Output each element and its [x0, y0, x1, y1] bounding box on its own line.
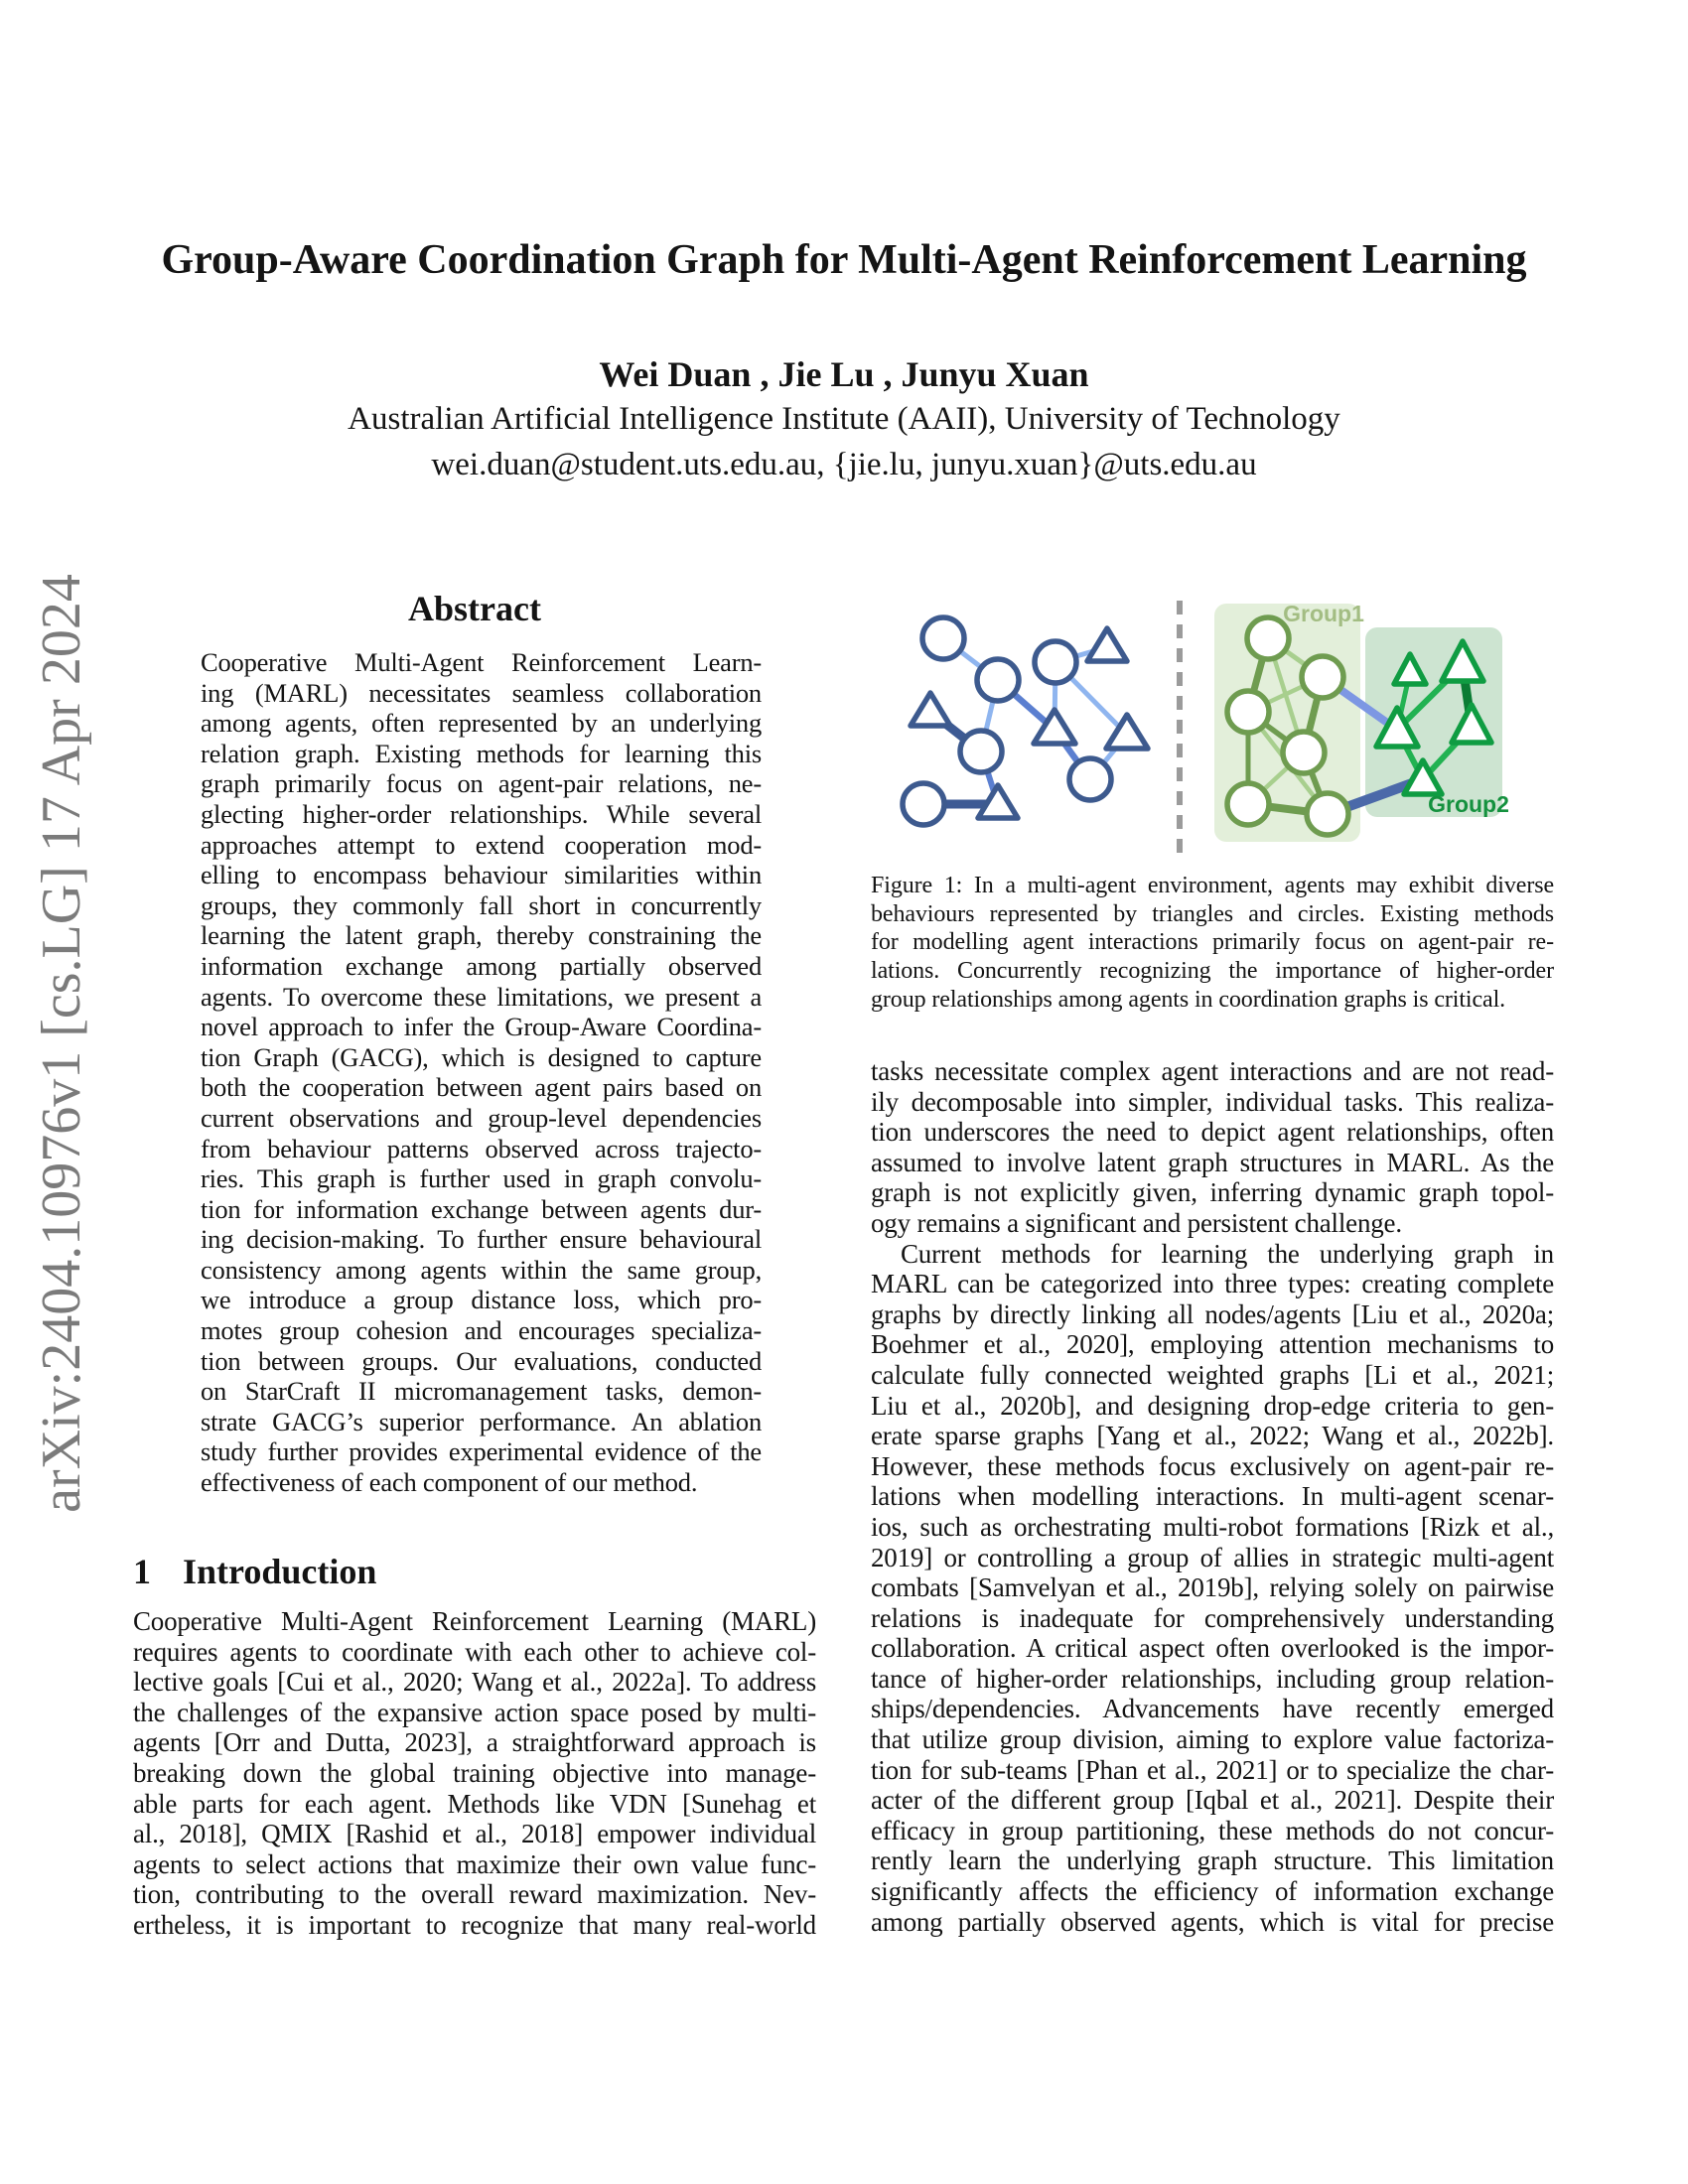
circle-agent-node [977, 659, 1019, 701]
triangle-agent-node [1087, 628, 1127, 661]
triangle-agent-node [911, 693, 950, 726]
arxiv-watermark: arXiv:2404.10976v1 [cs.LG] 17 Apr 2024 [31, 574, 92, 1513]
group2-label: Group2 [1428, 791, 1509, 817]
body-paragraph: Current methods for learning the underlying graph in MARL can be categorized into three types: creating complete graphs by directly linking all nodes/agents [Liu et al., 2020a; Boehmer et al., 2020], employing attention mechanisms to calculate fully connected weighted graphs [Li et al., 2021; Liu et al., 2020b], and designing drop-edge criteria to gen- erate sparse graphs [Yang et al., 2022; Wang et al., 2022b]. However, these methods focus exclusively on agent-pair re- lations when modelling interactions. In multi-agent scenar- ios, such as orchestrating multi-robot formations [Rizk et al., 2019] or controlling a group of allies in strategic multi-agent combats [Samvelyan et al., 2019b], relying solely on pairwise relations is inadequate for comprehensively understanding collaboration. A critical aspect often overlooked is the impor- tance of higher-order relationships, including group relation- ships/dependencies. Advancements have recently emerged that utilize group division, aiming to explore value factoriza- tion for sub-teams [Phan et al., 2021] or to specialize the char- acter of the different group [Iqbal et al., 2021]. Despite their efficacy in group partitioning, these methods do not concur- rently learn the underlying graph structure. This limitation significantly affects the efficiency of information exchange among partially observed agents, which is vital for precise [871, 1238, 1554, 1937]
circle-agent-node [903, 783, 944, 825]
right-column-text [871, 1056, 1554, 1937]
group1-label: Group1 [1283, 601, 1364, 626]
circle-agent-node [1307, 793, 1348, 835]
section-heading-introduction [133, 1551, 816, 1592]
section-number: 1 [133, 1552, 151, 1591]
circle-agent-node [1283, 732, 1325, 773]
body-paragraph: tasks necessitate complex agent interactions and are not read- ily decomposable into simpler, individual tasks. This realiza- tion underscores the need to depict agent relationships, often assumed to involve latent graph structures in MARL. As the graph is not explicitly given, inferring dynamic graph topol- ogy remains a significant and persistent challenge. [871, 1056, 1554, 1238]
abstract-text: Cooperative Multi-Agent Reinforcement Learn- ing (MARL) necessitates seamless collaboration among agents, often represented by an underlying relation graph. Existing methods for learning this graph primarily focus on agent-pair relations, ne- glecting higher-order relationships. While several approaches attempt to extend cooperation mod- elling to encompass behaviour similarities within groups, they commonly fall short in concurrently learning the latent graph, thereby constraining the information exchange among partially observed agents. To overcome these limitations, we present a novel approach to infer the Group-Aware Coordina- tion Graph (GACG), which is designed to capture both the cooperation between agent pairs based on current observations and group-level dependencies from behaviour patterns observed across trajecto- ries. This graph is further used in graph convolu- tion for information exchange between agents dur- ing decision-making. To further ensure behavioural consistency among agents within the same group, we introduce a group distance loss, which pro- motes group cohesion and encourages specializa- tion between groups. Our evaluations, conducted on StarCraft II micromanagement tasks, demon- strate GACG’s superior performance. An ablation study further provides experimental evidence of the effectiveness of each component of our method. [201, 647, 762, 1498]
grouped-graph [1214, 601, 1509, 842]
circle-agent-node [1069, 758, 1111, 800]
paper-affiliation: Australian Artificial Intelligence Institute (AAII), University of Technology [348, 401, 1340, 437]
paper-emails: wei.duan@student.uts.edu.au, {jie.lu, junyu.xuan}@uts.edu.au [431, 447, 1257, 482]
section-title: Introduction [183, 1552, 377, 1591]
circle-agent-node [922, 617, 964, 659]
circle-agent-node [1302, 656, 1343, 698]
figure1-graphic [871, 556, 1554, 869]
paper-authors: Wei Duan , Jie Lu , Junyu Xuan [599, 354, 1089, 394]
circle-agent-node [960, 731, 1002, 772]
introduction-paragraph: Cooperative Multi-Agent Reinforcement Learning (MARL) requires agents to coordinate with each other to achieve col- lective goals [Cui et al., 2020; Wang et al., 2022a]. To address the challenges of the expansive action space posed by multi- agents [Orr and Dutta, 2023], a straightforward approach is breaking down the global training objective into manage- able parts for each agent. Methods like VDN [Sunehag et al., 2018], QMIX [Rashid et al., 2018] empower individual agents to select actions that maximize their own value func- tion, contributing to the overall reward maximization. Nev- ertheless, it is important to recognize that many real-world [133, 1606, 816, 1940]
abstract-heading: Abstract [408, 589, 541, 628]
circle-agent-node [1227, 691, 1269, 733]
circle-agent-node [1227, 783, 1269, 825]
figure1-caption: Figure 1: In a multi-agent environment, agents may exhibit diverse behaviours represented by triangles and circles. Existing methods for modelling agent interactions primarily focus on agent-pair re- lations. Concurrently recognizing the importance of higher-order group relationships among agents in coordination graphs is critical. [871, 873, 1554, 1013]
pairwise-graph [903, 617, 1148, 825]
circle-agent-node [1035, 641, 1076, 683]
paper-title: Group-Aware Coordination Graph for Multi-Agent Reinforcement Learning [161, 237, 1527, 283]
